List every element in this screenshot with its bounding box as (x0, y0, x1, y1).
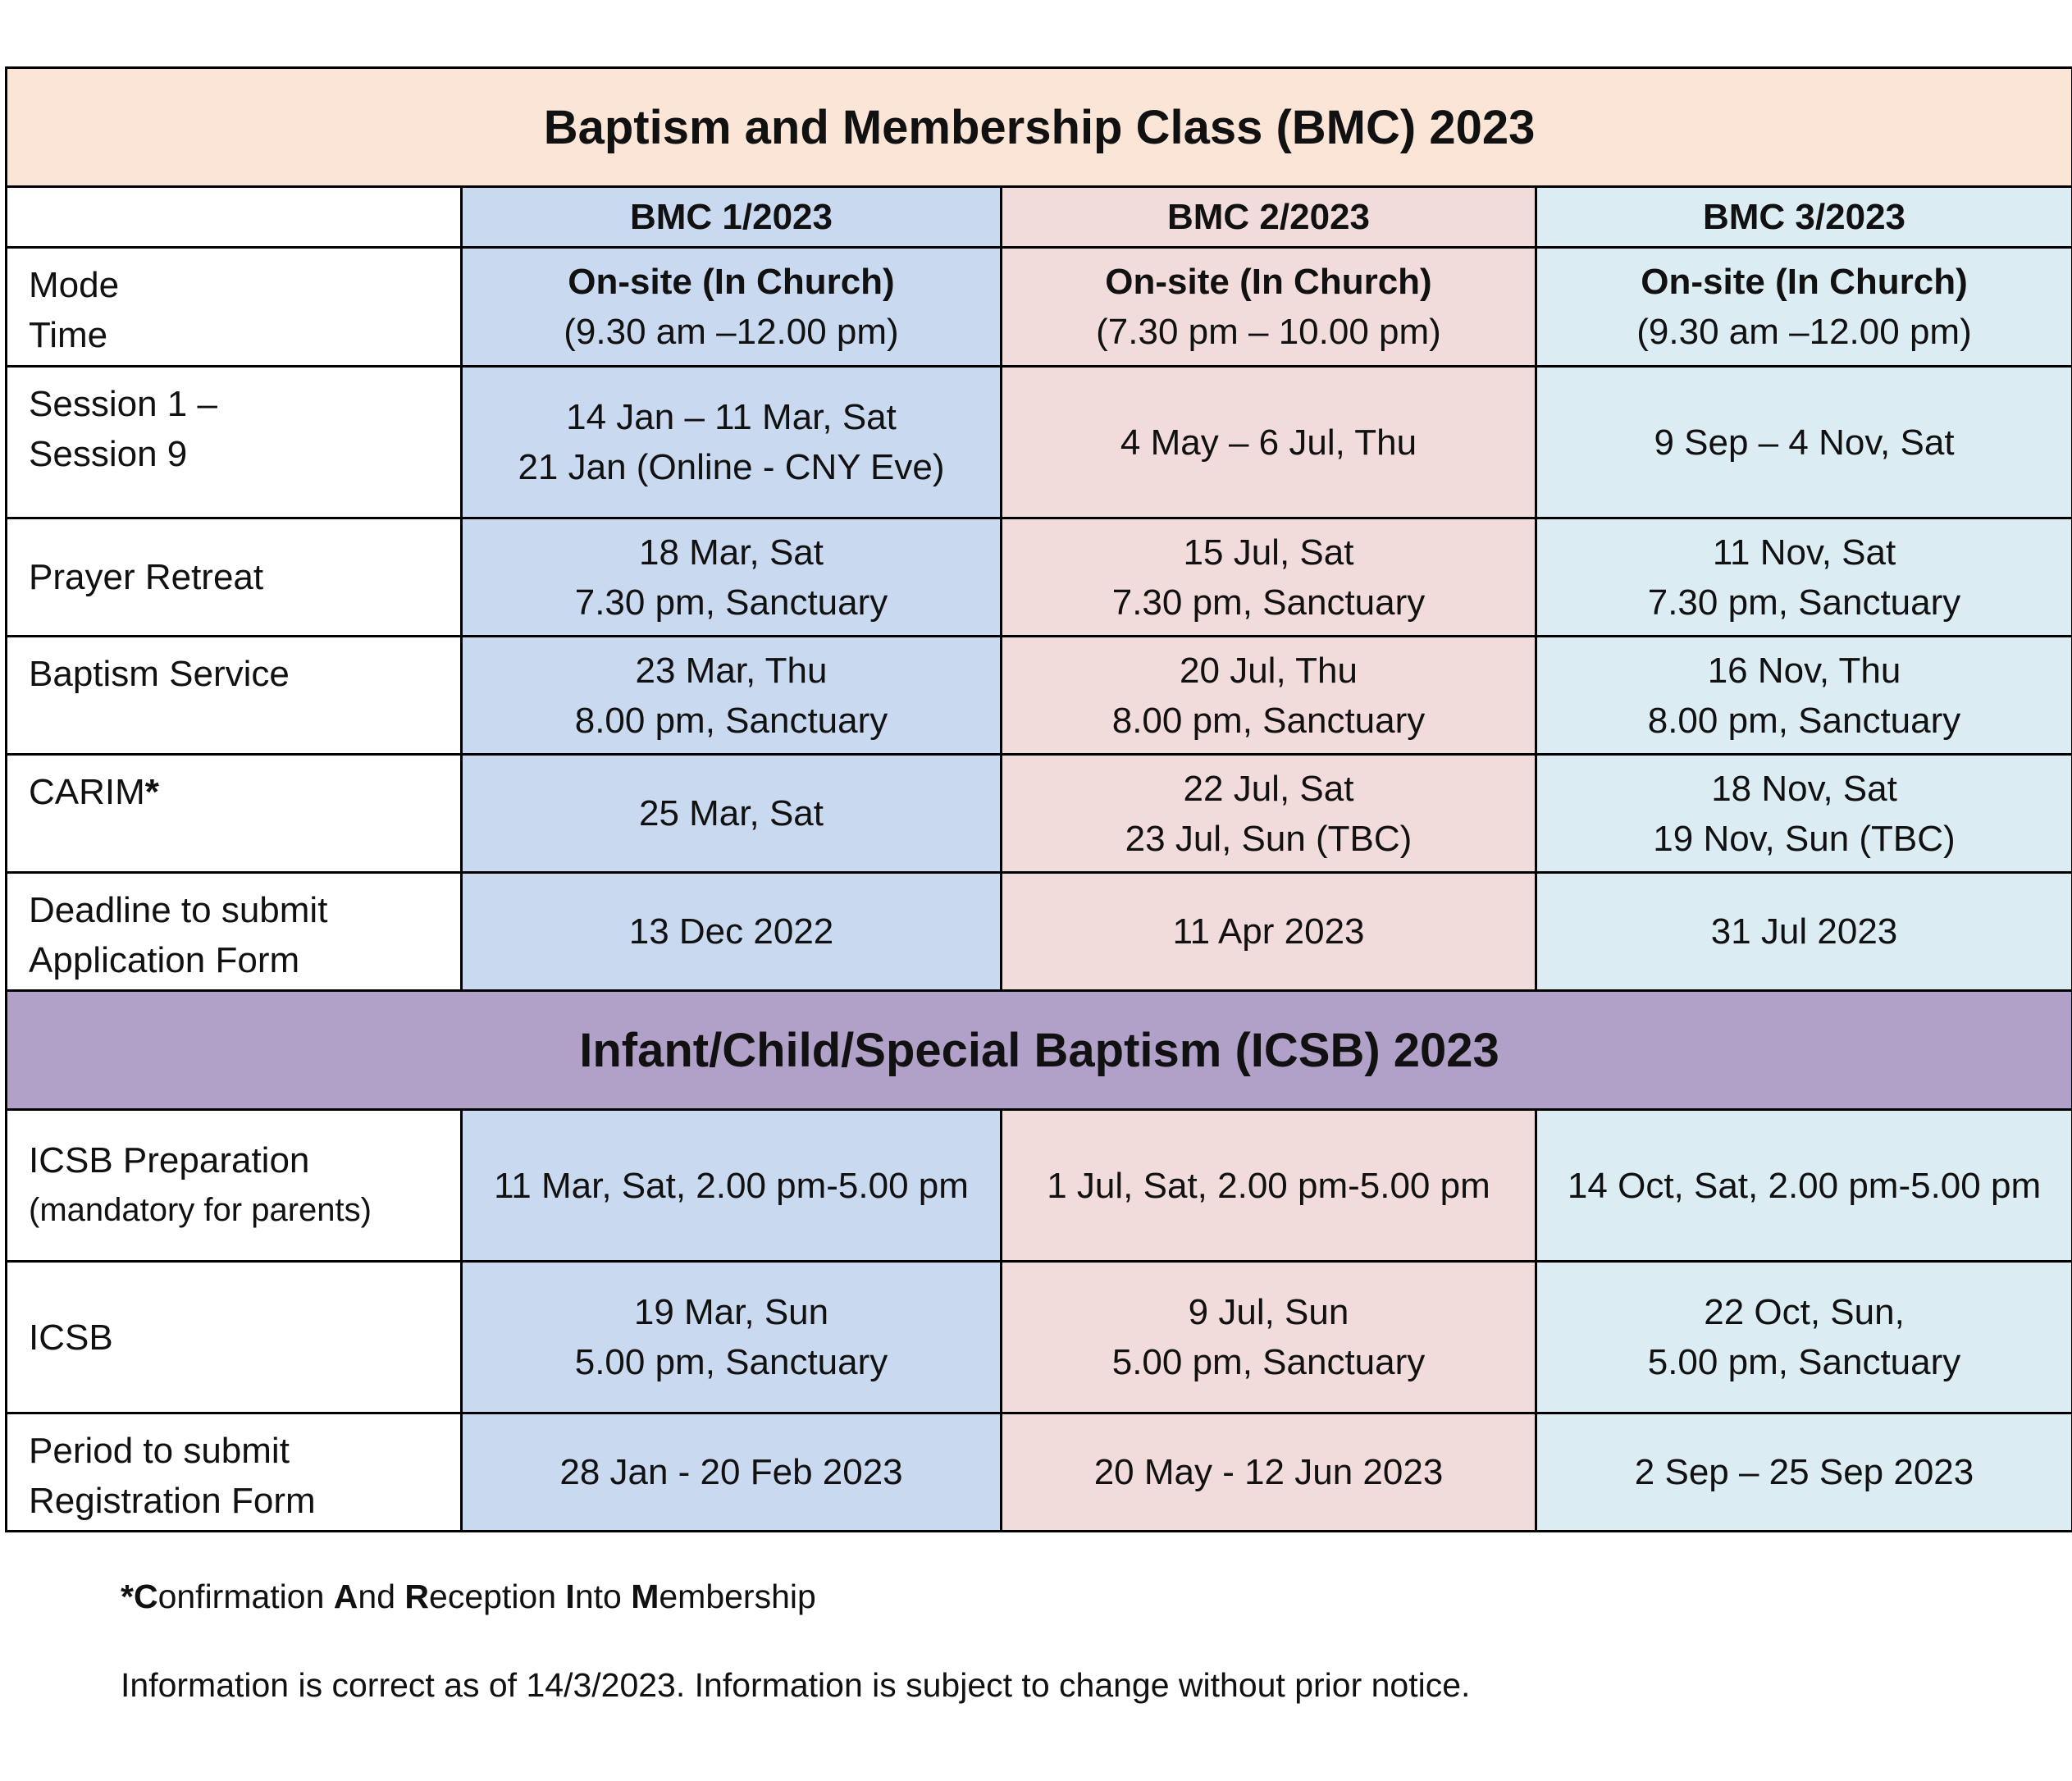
column-header-bmc-3: BMC 3/2023 (1536, 187, 2072, 248)
cell-period-1: 28 Jan - 20 Feb 2023 (462, 1413, 1002, 1532)
cell-period-2: 20 May - 12 Jun 2023 (1002, 1413, 1536, 1532)
event-date: 20 Jul, Thu (1180, 650, 1358, 691)
cell-baptism-service-bmc-1 (462, 637, 1002, 755)
time-value: (9.30 am –12.00 pm) (1636, 312, 1972, 352)
schedule-table (5, 66, 2072, 1532)
cell-prayer-retreat-bmc-1 (462, 518, 1002, 637)
label-period-2: Registration Form (29, 1481, 316, 1521)
cell-mode-time-bmc-2 (1002, 248, 1536, 367)
bmc-title-row (7, 68, 2072, 187)
row-label-deadline (7, 873, 462, 991)
event-date: 15 Jul, Sat (1183, 532, 1354, 573)
cell-deadline-bmc-3: 31 Jul 2023 (1536, 873, 2072, 991)
event-date: 18 Mar, Sat (638, 532, 824, 573)
cell-prayer-retreat-bmc-2 (1002, 518, 1536, 637)
label-icsb-preparation: ICSB Preparation (29, 1140, 310, 1180)
cell-icsb-3 (1536, 1262, 2072, 1413)
cell-sessions-bmc-2 (1002, 367, 1536, 518)
cell-baptism-service-bmc-3 (1536, 637, 2072, 755)
event-date: 18 Nov, Sat (1711, 768, 1897, 809)
table-row-period (7, 1413, 2072, 1532)
cell-deadline-bmc-2: 11 Apr 2023 (1002, 873, 1536, 991)
cell-icsb-preparation-2: 1 Jul, Sat, 2.00 pm-5.00 pm (1002, 1110, 1536, 1262)
label-mode: Mode (29, 265, 120, 305)
time-value: (9.30 am –12.00 pm) (564, 312, 899, 352)
carim-label: CARIM (29, 772, 145, 812)
event-time-venue: 8.00 pm, Sanctuary (1647, 700, 1961, 741)
cell-icsb-preparation-1: 11 Mar, Sat, 2.00 pm-5.00 pm (462, 1110, 1002, 1262)
event-date: 22 Jul, Sat (1183, 768, 1354, 809)
event-time-venue: 8.00 pm, Sanctuary (574, 700, 888, 741)
notes (121, 1575, 1470, 1706)
row-label-mode-time (7, 248, 462, 367)
event-date: 9 Jul, Sun (1188, 1292, 1349, 1332)
event-time-venue: 8.00 pm, Sanctuary (1111, 700, 1426, 741)
event-date: 16 Nov, Thu (1707, 650, 1901, 691)
bmc-header-row (7, 187, 2072, 248)
table-row-carim (7, 755, 2072, 873)
cell-icsb-1 (462, 1262, 1002, 1413)
cell-carim-bmc-2 (1002, 755, 1536, 873)
cell-sessions-bmc-3 (1536, 367, 2072, 518)
row-label-period (7, 1413, 462, 1532)
event-date: 25 Mar, Sat (638, 793, 824, 833)
label-period-1: Period to submit (29, 1431, 290, 1471)
header-empty-cell (7, 187, 462, 248)
label-deadline-2: Application Form (29, 940, 300, 980)
label-deadline-1: Deadline to submit (29, 890, 328, 930)
row-label-carim (7, 755, 462, 873)
table-row-icsb-preparation (7, 1110, 2072, 1262)
column-header-bmc-1: BMC 1/2023 (462, 187, 1002, 248)
table-row-sessions (7, 367, 2072, 518)
row-label-sessions (7, 367, 462, 518)
table-row-deadline (7, 873, 2072, 991)
event-date: 23 Mar, Thu (635, 650, 828, 691)
footnote-part: embership (659, 1578, 816, 1615)
schedule-sheet (5, 66, 2071, 1532)
icsb-title-row (7, 991, 2072, 1110)
cell-carim-bmc-3 (1536, 755, 2072, 873)
event-time-venue: 7.30 pm, Sanctuary (574, 582, 888, 623)
footnote-part: *C (121, 1578, 158, 1615)
footnote-part: R (404, 1578, 430, 1615)
event-date-alt: 19 Nov, Sun (TBC) (1653, 818, 1956, 859)
cell-sessions-bmc-1 (462, 367, 1002, 518)
footnote-part: I (565, 1578, 575, 1615)
cell-mode-time-bmc-1 (462, 248, 1002, 367)
footnote-part: nd (358, 1578, 405, 1615)
cell-icsb-preparation-3: 14 Oct, Sat, 2.00 pm-5.00 pm (1536, 1110, 2072, 1262)
mode-value: On-site (In Church) (568, 262, 895, 302)
carim-footnote-mark: * (144, 772, 159, 812)
icsb-title: Infant/Child/Special Baptism (ICSB) 2023 (7, 991, 2072, 1110)
carim-footnote (121, 1575, 1470, 1618)
table-row-baptism-service (7, 637, 2072, 755)
footnote-part: onfirmation (157, 1578, 334, 1615)
event-date: 11 Nov, Sat (1712, 532, 1896, 573)
event-time-venue: 5.00 pm, Sanctuary (1111, 1342, 1426, 1382)
mode-value: On-site (In Church) (1641, 262, 1968, 302)
row-label-icsb-preparation (7, 1110, 462, 1262)
label-session-end: Session 9 (29, 434, 188, 474)
session-dates: 14 Jan – 11 Mar, Sat (566, 397, 897, 437)
time-value: (7.30 pm – 10.00 pm) (1096, 312, 1441, 352)
cell-deadline-bmc-1: 13 Dec 2022 (462, 873, 1002, 991)
bmc-title: Baptism and Membership Class (BMC) 2023 (7, 68, 2072, 187)
event-time-venue: 5.00 pm, Sanctuary (1647, 1342, 1961, 1382)
cell-icsb-2 (1002, 1262, 1536, 1413)
session-note: 21 Jan (Online - CNY Eve) (518, 447, 945, 487)
cell-baptism-service-bmc-2 (1002, 637, 1536, 755)
cell-carim-bmc-1 (462, 755, 1002, 873)
footnote-part: eception (429, 1578, 566, 1615)
footnote-part: A (333, 1578, 358, 1615)
table-row-mode-time (7, 248, 2072, 367)
label-session-start: Session 1 – (29, 384, 217, 424)
event-time-venue: 7.30 pm, Sanctuary (1647, 582, 1961, 623)
footnote-part: nto (574, 1578, 632, 1615)
table-row-icsb (7, 1262, 2072, 1413)
event-date: 22 Oct, Sun, (1704, 1292, 1905, 1332)
cell-period-3: 2 Sep – 25 Sep 2023 (1536, 1413, 2072, 1532)
table-row-prayer-retreat (7, 518, 2072, 637)
cell-mode-time-bmc-3 (1536, 248, 2072, 367)
event-date: 19 Mar, Sun (633, 1292, 829, 1332)
event-time-venue: 7.30 pm, Sanctuary (1111, 582, 1426, 623)
label-icsb-preparation-note: (mandatory for parents) (29, 1192, 372, 1228)
label-time: Time (29, 315, 108, 355)
row-label-baptism-service: Baptism Service (7, 637, 462, 755)
session-dates: 4 May – 6 Jul, Thu (1120, 422, 1417, 463)
column-header-bmc-2: BMC 2/2023 (1002, 187, 1536, 248)
row-label-icsb: ICSB (7, 1262, 462, 1413)
cell-prayer-retreat-bmc-3 (1536, 518, 2072, 637)
session-dates: 9 Sep – 4 Nov, Sat (1654, 422, 1955, 463)
event-time-venue: 5.00 pm, Sanctuary (574, 1342, 888, 1382)
disclaimer: Information is correct as of 14/3/2023. Information is subject to change without prior notice. (121, 1666, 1471, 1704)
footnote-part: M (631, 1578, 659, 1615)
row-label-prayer-retreat: Prayer Retreat (7, 518, 462, 637)
mode-value: On-site (In Church) (1105, 262, 1432, 302)
event-date-alt: 23 Jul, Sun (TBC) (1125, 818, 1413, 859)
